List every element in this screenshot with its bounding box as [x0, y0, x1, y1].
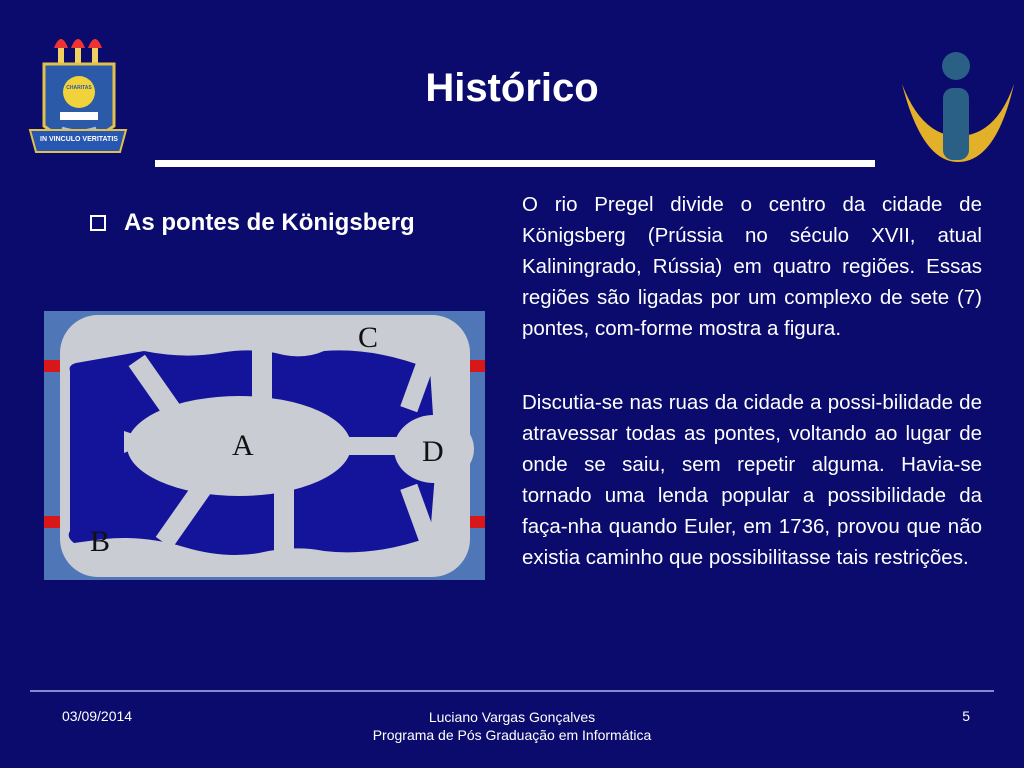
- region-label-a: A: [232, 429, 254, 462]
- region-label-d: D: [422, 435, 444, 468]
- footer-divider: [30, 690, 994, 692]
- description-paragraph-2: Discutia-se nas ruas da cidade a possi-bilidade de atravessar todas as pontes, voltando ao lugar de onde se saiu, sem repetir alguma. Havia-se tornado uma lenda popular a possibilidade da faça-nha quando Euler, em 1736, provou que não existia caminho que possibilitasse tais restrições.: [522, 391, 982, 569]
- footer-program: Programa de Pós Graduação em Informática: [372, 727, 652, 743]
- region-label-b: B: [90, 525, 111, 558]
- slide-title: Histórico: [425, 66, 599, 110]
- bullet-item: [90, 209, 415, 237]
- hollow-square-bullet-icon: [90, 215, 106, 231]
- page-number: 5: [962, 708, 970, 724]
- description-paragraph-1: O rio Pregel divide o centro da cidade de Königsberg (Prússia no século XVII, atual Kaliningrado, Rússia) em quatro regiões. Essas regiões são ligadas por um complexo de sete (7) pontes, com-forme mostra a figura.: [522, 193, 982, 340]
- region-label-c: C: [358, 321, 379, 354]
- crest-motto: IN VINCULO VERITATIS: [40, 136, 118, 143]
- konigsberg-bridges-figure: [44, 311, 485, 580]
- bullet-text: As pontes de Königsberg: [124, 209, 415, 236]
- crest-banner-text: CHARITAS: [66, 85, 92, 91]
- footer-date: 03/09/2014: [62, 708, 133, 724]
- title-divider: [155, 160, 875, 167]
- footer-author: Luciano Vargas Gonçalves: [428, 709, 596, 725]
- footer-author-block: [362, 708, 662, 744]
